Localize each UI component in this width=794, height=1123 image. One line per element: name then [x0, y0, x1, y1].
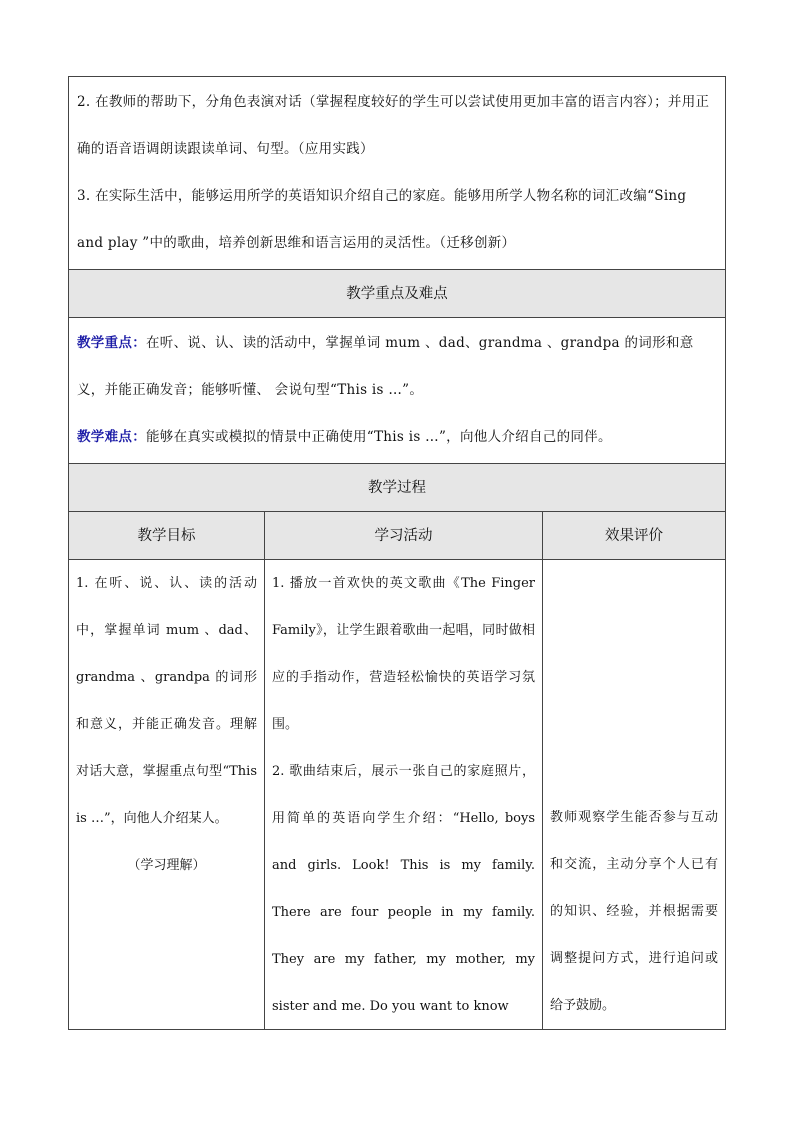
goal-cell	[69, 560, 265, 1029]
process-header	[68, 464, 726, 512]
key-points-header	[68, 270, 726, 318]
goal-tag: （学习理解）	[127, 858, 206, 873]
evaluation-text: 教师观察学生能否参与互动和交流，主动分享个人已有的知识、经验，并根据需要调整提问方式，进行追问或给予鼓励。	[550, 810, 718, 1013]
objective-item-2: 2. 在教师的帮助下，分角色表演对话（掌握程度较好的学生可以尝试使用更加丰富的语言内容）；并用正确的语音语调朗读跟读单词、句型。（应用实践）	[77, 94, 710, 157]
difficulty-text: 能够在真实或模拟的情景中正确使用“This is …”，向他人介绍自己的同伴。	[146, 429, 612, 445]
process-title: 教学过程	[368, 480, 426, 496]
focus-text: 在听、说、认、读的活动中，掌握单词 mum 、dad、grandma 、grandpa 的词形和意义，并能正确发音；能够听懂、 会说句型“This is …”。	[77, 335, 694, 398]
teaching-difficulty	[77, 414, 717, 461]
teaching-focus	[77, 320, 717, 414]
focus-label: 教学重点：	[77, 335, 146, 351]
process-column-headers	[68, 512, 726, 560]
evaluation-cell	[543, 560, 725, 1029]
goal-text: 1. 在听、说、认、读的活动中，掌握单词 mum 、dad、grandma 、grandpa 的词形和意义，并能正确发音。理解对话大意，掌握重点句型“This is …”，向他人介绍某人。	[76, 576, 257, 826]
column-header-goal: 教学目标	[69, 512, 265, 559]
process-row	[68, 560, 726, 1030]
column-header-evaluation: 效果评价	[605, 528, 663, 544]
objective-item-3: 3. 在实际生活中，能够运用所学的英语知识介绍自己的家庭。能够用所学人物名称的词汇改编“Sing and play ”中的歌曲，培养创新思维和语言运用的灵活性。（迁移创新）	[77, 188, 687, 251]
lesson-plan-table	[68, 76, 726, 1030]
activity-step-2: 2. 歌曲结束后，展示一张自己的家庭照片， 用简单的英语向学生介绍：“Hello, boys and girls. Look! This is my family. There are four people in my family. They are my father, my mother, my sister and me. Do you want to know	[272, 764, 535, 1014]
activity-cell	[265, 560, 543, 1029]
objectives-cell	[68, 76, 726, 270]
column-header-activity: 学习活动	[265, 512, 543, 559]
difficulty-label: 教学难点：	[77, 429, 146, 445]
key-points-title: 教学重点及难点	[346, 286, 448, 302]
activity-step-1: 1. 播放一首欢快的英文歌曲《The Finger Family》，让学生跟着歌曲一起唱，同时做相应的手指动作，营造轻松愉快的英语学习氛围。	[272, 576, 535, 732]
key-points-cell	[68, 318, 726, 464]
